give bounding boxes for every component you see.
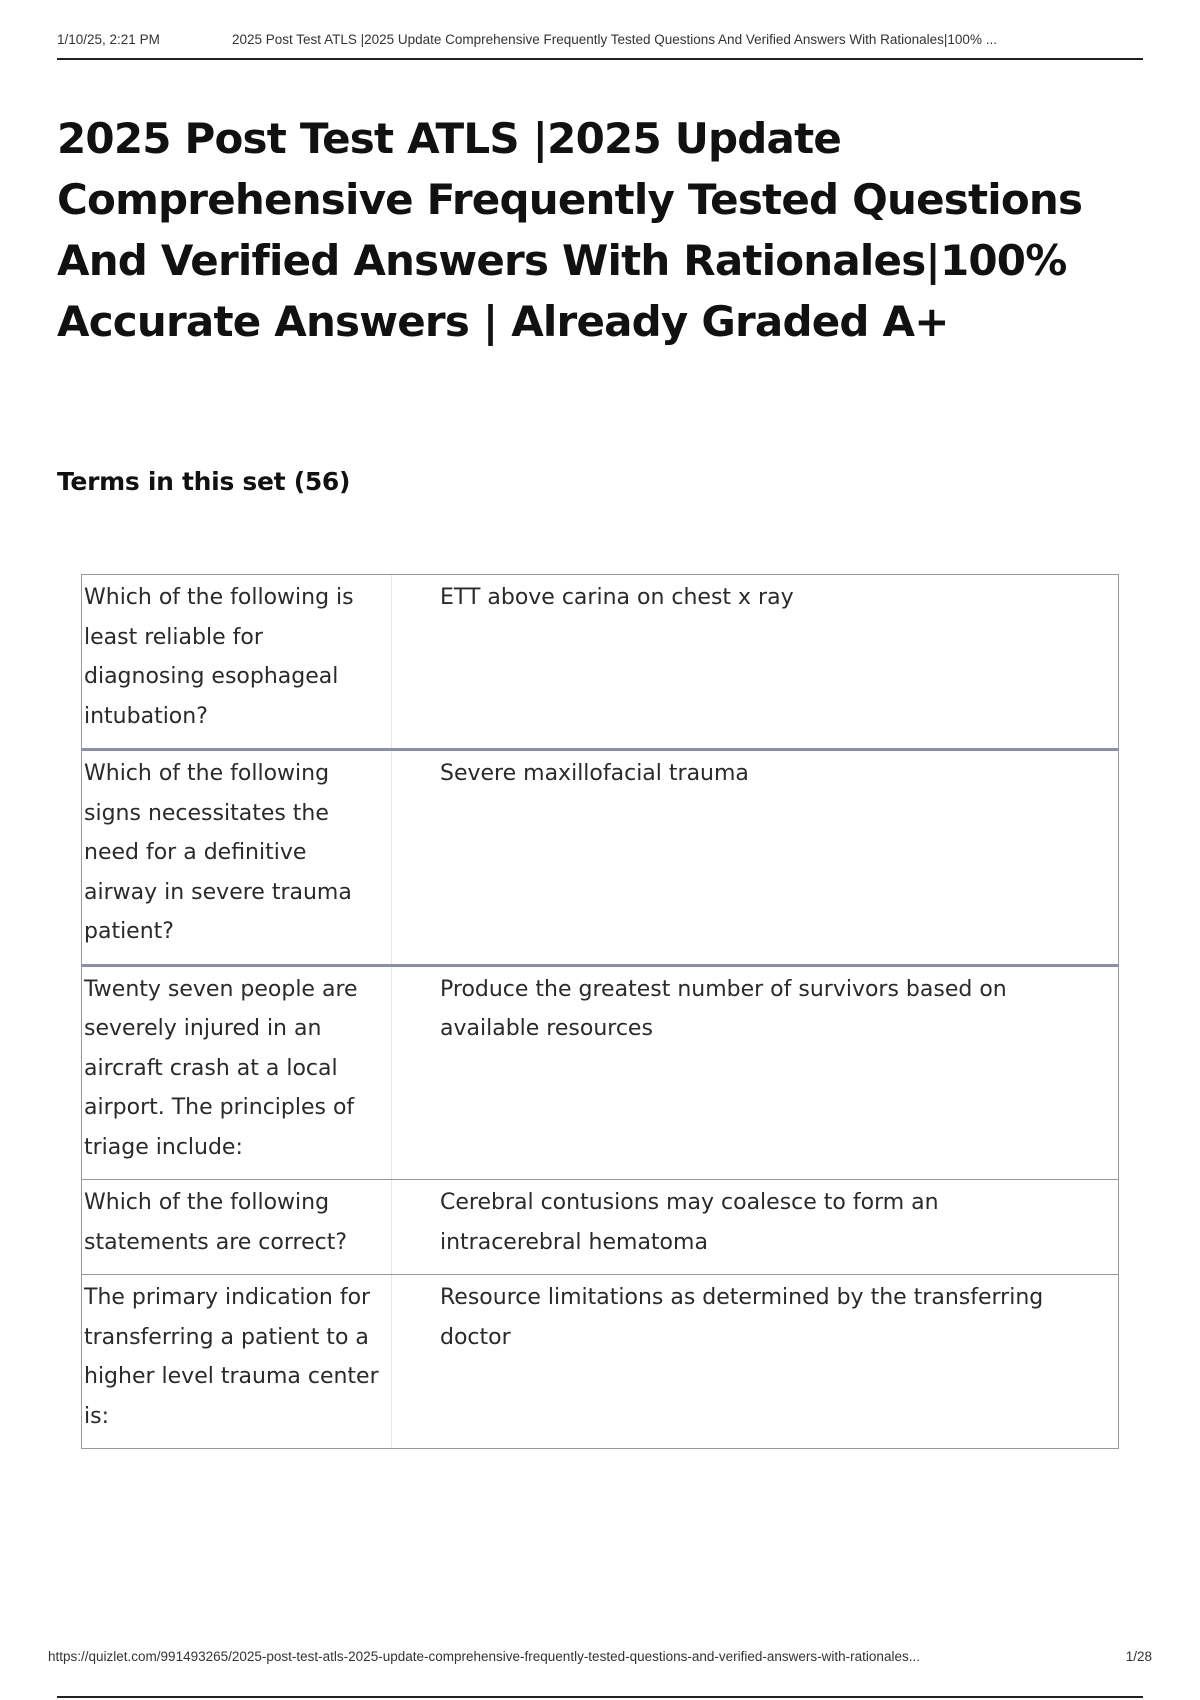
- page-number: 1/28: [1125, 1649, 1152, 1664]
- page-title: 2025 Post Test ATLS |2025 Update Comprehensive Frequently Tested Questions And Verified Answers With Rationales|100% Accurate Answers | Already Graded A+: [57, 114, 1083, 346]
- definition-text: Resource limitations as determined by the transferring doctor: [440, 1285, 1044, 1350]
- page-url[interactable]: https://quizlet.com/991493265/2025-post-test-atls-2025-update-comprehensive-frequently-tested-questions-and-verified-answers-with-rationales...: [48, 1649, 920, 1664]
- table-row: [82, 575, 1118, 748]
- terms-heading: Terms in this set (56): [57, 467, 351, 496]
- term-text: Twenty seven people are severely injured in an aircraft crash at a local airport. The principles of triage include:: [82, 967, 392, 1180]
- footer-divider: [57, 1696, 1143, 1698]
- table-row: [82, 964, 1118, 1180]
- print-header: [57, 28, 1143, 60]
- term-text: Which of the following is least reliable for diagnosing esophageal intubation?: [82, 575, 392, 748]
- table-row: [82, 1274, 1118, 1448]
- table-row: [82, 1179, 1118, 1274]
- term-text: The primary indication for transferring a patient to a higher level trauma center is:: [82, 1275, 392, 1448]
- print-doc-title: 2025 Post Test ATLS |2025 Update Comprehensive Frequently Tested Questions And Verified Answers With Rationales|100% ...: [232, 32, 997, 47]
- definition-text: Produce the greatest number of survivors based on available resources: [440, 976, 1007, 1041]
- definition-text: ETT above carina on chest x ray: [440, 585, 794, 610]
- definition-text: Cerebral contusions may coalesce to form an intracerebral hematoma: [440, 1190, 939, 1255]
- table-row: [82, 748, 1118, 964]
- definition-text: Severe maxillofacial trauma: [440, 761, 749, 786]
- print-date: 1/10/25, 2:21 PM: [57, 32, 160, 47]
- terms-table: [81, 574, 1119, 1449]
- term-text: Which of the following statements are correct?: [82, 1180, 392, 1274]
- term-text: Which of the following signs necessitates the need for a definitive airway in severe trauma patient?: [82, 751, 392, 964]
